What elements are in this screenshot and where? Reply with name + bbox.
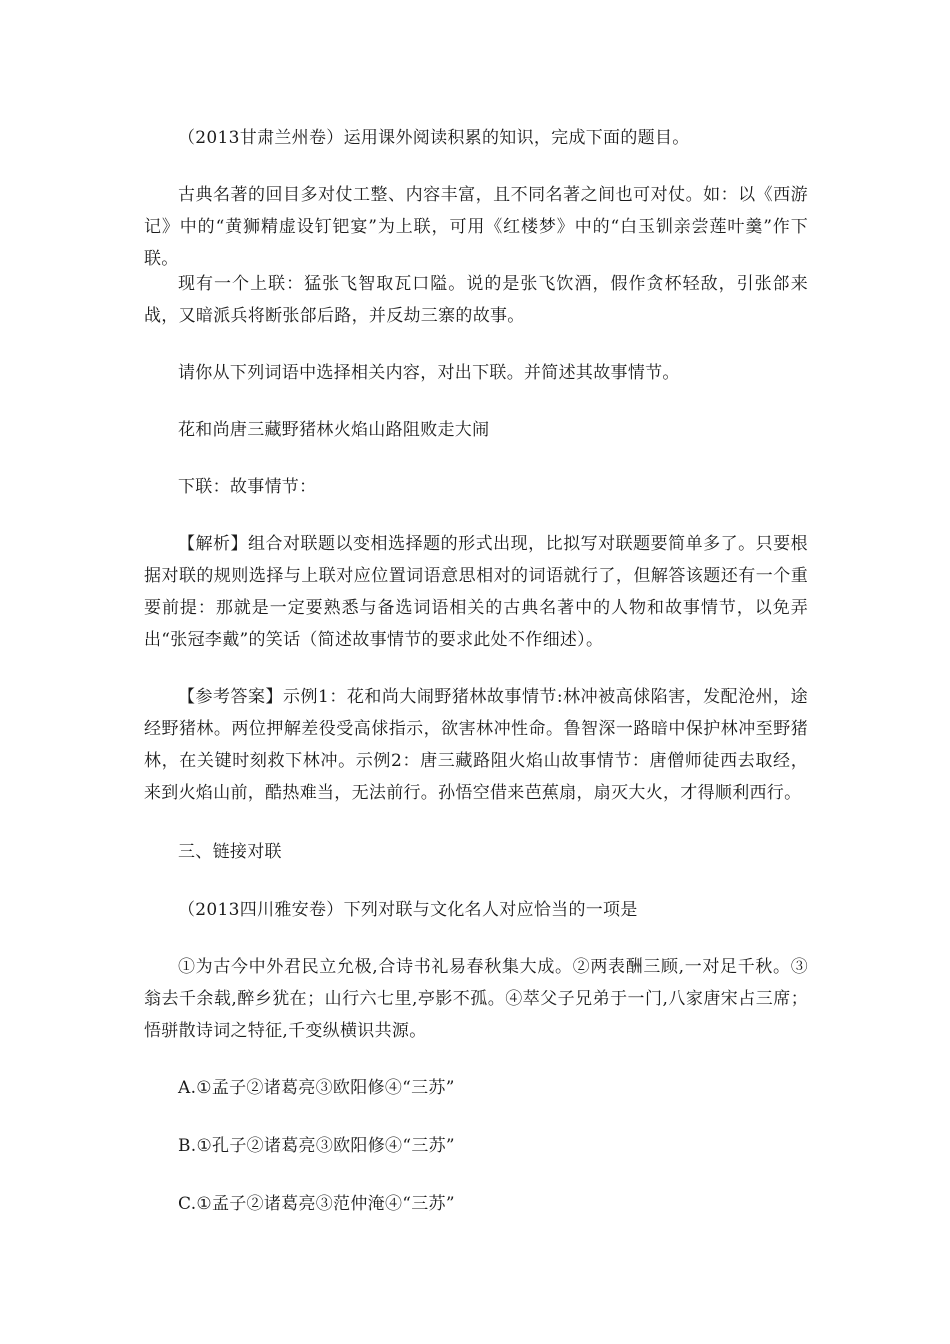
word-list: 花和尚唐三藏野猪林火焰山路阻败走大闹 (178, 420, 490, 440)
instruction-paragraph: 请你从下列词语中选择相关内容，对出下联。并简述其故事情节。 (178, 363, 680, 383)
intro-paragraph: 古典名著的回目多对仗工整、内容丰富，且不同名著之间也可对仗。如：以《西游记》中的“黄狮精虚设钉钯宴”为上联，可用《红楼梦》中的“白玉钏亲尝莲叶羹”作下联。 (144, 185, 808, 269)
question-source-yaan: （2013四川雅安卷）下列对联与文化名人对应恰当的一项是 (178, 900, 638, 920)
question-source-lanzhou: （2013甘肃兰州卷）运用课外阅读积累的知识，完成下面的题目。 (178, 128, 690, 148)
option-b: B.①孔子②诸葛亮③欧阳修④“三苏” (178, 1136, 455, 1156)
couplets-paragraph: ①为古今中外君民立允极,合诗书礼易春秋集大成。②两表酬三顾,一对足千秋。③翁去千余载,醉乡犹在；山行六七里,亭影不孤。④萃父子兄弟于一门,八家唐宋占三席；悟骈散诗词之特征,千变纵横识共源。 (144, 957, 808, 1041)
upper-couplet-paragraph: 现有一个上联：猛张飞智取瓦口隘。说的是张飞饮酒，假作贪杯轻敌，引张郃来战，又暗派兵将断张郃后路，并反劫三寨的故事。 (144, 274, 808, 326)
option-a: A.①孟子②诸葛亮③欧阳修④“三苏” (178, 1078, 455, 1098)
reference-answer-paragraph: 【参考答案】示例1：花和尚大闹野猪林故事情节:林冲被高俅陷害，发配沧州，途经野猪林。两位押解差役受高俅指示，欲害林冲性命。鲁智深一路暗中保护林冲至野猪林，在关键时刻救下林冲。示例2：唐三藏路阻火焰山故事情节：唐僧师徒西去取经，来到火焰山前，酷热难当，无法前行。孙悟空借来芭蕉扇，扇灭大火，才得顺利西行。 (144, 687, 808, 803)
section-heading: 三、链接对联 (178, 842, 282, 862)
analysis-paragraph: 【解析】组合对联题以变相选择题的形式出现，比拟写对联题要简单多了。只要根据对联的规则选择与上联对应位置词语意思相对的词语就行了，但解答该题还有一个重要前提：那就是一定要熟悉与备选词语相关的古典名著中的人物和故事情节，以免弄出“张冠李戴”的笑话（简述故事情节的要求此处不作细述）。 (144, 534, 808, 650)
answer-blank-line: 下联：故事情节： (178, 477, 317, 497)
option-c: C.①孟子②诸葛亮③范仲淹④“三苏” (178, 1194, 455, 1214)
